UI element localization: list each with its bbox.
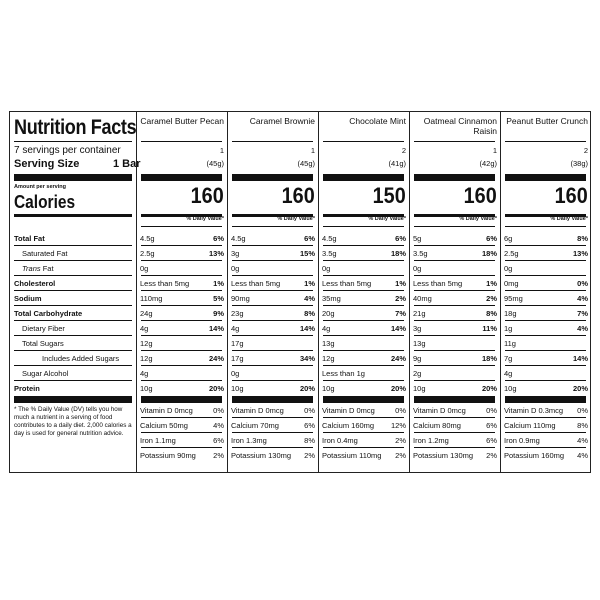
nutrient-amount: 4g — [140, 324, 149, 333]
nutrient-amount: 90mg — [231, 294, 250, 303]
rule-thin — [232, 365, 313, 366]
nutrient-amount: 1g — [504, 324, 513, 333]
nutrient-amount: Less than 5mg — [413, 279, 463, 288]
rule-thin — [232, 245, 313, 246]
nutrient-daily-value: 14% — [208, 324, 224, 333]
vitamin-daily-value: 6% — [486, 421, 497, 430]
serving-weight: (41g) — [388, 159, 406, 168]
vitamin-name: Potassium 110mg — [322, 451, 382, 460]
rule-thin — [141, 320, 222, 321]
nutrient-amount: 13g — [322, 339, 335, 348]
product-name: Oatmeal Cinnamon Raisin — [423, 116, 497, 136]
serving-size-label: Serving Size — [14, 158, 80, 170]
vitamin-name: Vitamin D 0.3mcg — [504, 406, 564, 415]
rule-thin — [141, 350, 222, 351]
rule-thin — [14, 335, 132, 336]
vitamin-name: Potassium 160mg — [504, 451, 565, 460]
nutrient-amount: 3.5g — [322, 249, 337, 258]
nutrient-label-total-carbohydrate: Total Carbohydrate — [14, 309, 83, 318]
nutrient-amount: Less than 5mg — [231, 279, 281, 288]
nutrient-label-protein: Protein — [14, 384, 40, 393]
vitamin-daily-value: 2% — [486, 451, 497, 460]
rule-thin — [505, 365, 586, 366]
rule-thin — [141, 447, 222, 448]
nutrient-label-added-sugars: Includes Added Sugars — [42, 354, 120, 363]
nutrient-daily-value: 9% — [213, 309, 224, 318]
serving-weight: (38g) — [570, 159, 588, 168]
nutrient-amount: 35mg — [322, 294, 341, 303]
nutrient-amount: 40mg — [413, 294, 432, 303]
nutrient-amount: Less than 1g — [322, 369, 365, 378]
daily-value-header: % Daily Value* — [186, 216, 224, 222]
rule-thin — [414, 226, 495, 227]
nutrient-amount: 6g — [504, 234, 513, 243]
vitamin-name: Vitamin D 0mcg — [140, 406, 193, 415]
nutrient-amount: 0mg — [504, 279, 519, 288]
rule-thin — [414, 260, 495, 261]
product-name: Peanut Butter Crunch — [506, 116, 588, 126]
calories-value: 160 — [463, 183, 497, 208]
vitamin-name: Calcium 70mg — [231, 421, 279, 430]
nutrient-daily-value: 20% — [208, 384, 224, 393]
rule-thin — [14, 245, 132, 246]
vitamin-daily-value: 6% — [486, 436, 497, 445]
nutrient-daily-value: 20% — [390, 384, 406, 393]
servings-count: 2 — [401, 146, 406, 155]
nutrient-amount: 20g — [322, 309, 335, 318]
vitamin-name: Vitamin D 0mcg — [413, 406, 466, 415]
rule-thin — [505, 245, 586, 246]
vitamin-daily-value: 8% — [577, 421, 588, 430]
amount-per-serving: Amount per serving — [14, 184, 66, 190]
rule-thin — [141, 417, 222, 418]
nutrient-amount: 12g — [140, 339, 153, 348]
nutrient-amount: 2.5g — [140, 249, 155, 258]
rule-thin — [14, 350, 132, 351]
vitamin-daily-value: 4% — [213, 421, 224, 430]
fat-word: Fat — [40, 264, 54, 273]
nutrient-daily-value: 18% — [481, 354, 497, 363]
servings-count: 1 — [492, 146, 497, 155]
nutrient-daily-value: 1% — [213, 279, 224, 288]
nutrient-daily-value: 2% — [486, 294, 497, 303]
rule-thin — [14, 365, 132, 366]
rule-thin — [323, 447, 404, 448]
rule-mid — [14, 214, 132, 217]
rule-thin — [14, 290, 132, 291]
vitamin-daily-value: 0% — [395, 406, 406, 415]
nutrient-label-saturated-fat: Saturated Fat — [22, 249, 68, 258]
nutrient-daily-value: 14% — [572, 354, 588, 363]
rule-thick — [505, 396, 586, 403]
product-name: Caramel Brownie — [249, 116, 315, 126]
rule-thin — [414, 275, 495, 276]
nutrient-daily-value: 8% — [304, 309, 315, 318]
nutrient-amount: 9g — [413, 354, 422, 363]
rule-thin — [505, 305, 586, 306]
rule-thick — [14, 396, 132, 403]
nutrient-daily-value: 20% — [572, 384, 588, 393]
nutrient-amount: 0g — [322, 264, 331, 273]
serving-weight: (45g) — [206, 159, 224, 168]
rule-thin — [141, 290, 222, 291]
nutrient-amount: 4g — [322, 324, 331, 333]
rule-thin — [141, 141, 222, 142]
rule-thin — [505, 432, 586, 433]
rule-thin — [141, 260, 222, 261]
rule-thin — [414, 141, 495, 142]
rule-thin — [505, 320, 586, 321]
rule-thin — [505, 447, 586, 448]
rule-thin — [414, 350, 495, 351]
product-name: Caramel Butter Pecan — [140, 116, 224, 126]
servings-count: 1 — [219, 146, 224, 155]
nutrient-amount: 3.5g — [413, 249, 428, 258]
rule-thin — [232, 432, 313, 433]
vitamin-name: Calcium 50mg — [140, 421, 188, 430]
servings-count: 1 — [310, 146, 315, 155]
daily-value-header: % Daily Value* — [550, 216, 588, 222]
nutrient-daily-value: 4% — [304, 294, 315, 303]
rule-thin — [414, 335, 495, 336]
vitamin-daily-value: 0% — [304, 406, 315, 415]
nutrient-label-trans-fat — [22, 264, 54, 273]
rule-thin — [323, 432, 404, 433]
rule-thin — [141, 365, 222, 366]
vitamin-daily-value: 6% — [213, 436, 224, 445]
vitamin-name: Iron 0.4mg — [322, 436, 358, 445]
rule-thin — [323, 350, 404, 351]
rule-thin — [414, 290, 495, 291]
rule-thin — [232, 320, 313, 321]
rule-thin — [323, 260, 404, 261]
nutrient-label-cholesterol: Cholesterol — [14, 279, 56, 288]
nutrient-label-sodium: Sodium — [14, 294, 42, 303]
daily-value-header: % Daily Value* — [277, 216, 315, 222]
rule-thin — [14, 380, 132, 381]
rule-thin — [323, 275, 404, 276]
rule-thin — [232, 226, 313, 227]
rule-thin — [232, 380, 313, 381]
nutrient-daily-value: 2% — [395, 294, 406, 303]
rule-thin — [505, 350, 586, 351]
vitamin-daily-value: 12% — [390, 421, 406, 430]
nutrient-amount: 0g — [504, 264, 513, 273]
nutrient-amount: 3g — [231, 249, 240, 258]
nutrient-amount: 23g — [231, 309, 244, 318]
product-column — [409, 112, 499, 472]
trans-word: Trans — [22, 264, 41, 273]
vitamin-daily-value: 0% — [213, 406, 224, 415]
rule-thin — [14, 141, 132, 142]
rule-thin — [232, 305, 313, 306]
rule-thin — [232, 275, 313, 276]
rule-thick — [414, 396, 495, 403]
nutrient-amount: 17g — [231, 339, 244, 348]
nutrient-daily-value: 6% — [213, 234, 224, 243]
rule-thin — [232, 350, 313, 351]
rule-thin — [505, 141, 586, 142]
vitamin-daily-value: 2% — [395, 436, 406, 445]
rule-thin — [141, 335, 222, 336]
vitamin-daily-value: 8% — [304, 436, 315, 445]
nutrient-amount: 95mg — [504, 294, 523, 303]
nutrient-amount: 4g — [504, 369, 513, 378]
nutrient-daily-value: 14% — [299, 324, 315, 333]
nutrient-amount: 21g — [413, 309, 426, 318]
vitamin-name: Vitamin D 0mcg — [322, 406, 375, 415]
nutrient-amount: 10g — [140, 384, 153, 393]
nutrient-daily-value: 1% — [395, 279, 406, 288]
rule-thin — [232, 260, 313, 261]
rule-thin — [505, 226, 586, 227]
rule-thick — [232, 396, 313, 403]
rule-thin — [414, 447, 495, 448]
nutrient-daily-value: 6% — [304, 234, 315, 243]
nutrient-amount: 10g — [231, 384, 244, 393]
nutrient-label-total-sugars: Total Sugars — [22, 339, 64, 348]
nutrient-amount: 12g — [322, 354, 335, 363]
rule-thick — [414, 174, 495, 181]
rule-thin — [414, 432, 495, 433]
nutrient-daily-value: 11% — [482, 324, 497, 333]
rule-thin — [323, 226, 404, 227]
nutrient-amount: 0g — [231, 264, 240, 273]
rule-thin — [141, 305, 222, 306]
calories-value: 150 — [372, 183, 406, 208]
nutrient-daily-value: 0% — [577, 279, 588, 288]
nutrient-daily-value: 18% — [390, 249, 406, 258]
nutrient-daily-value: 13% — [572, 249, 588, 258]
vitamin-name: Calcium 160mg — [322, 421, 375, 430]
vitamin-daily-value: 2% — [395, 451, 406, 460]
vitamin-daily-value: 0% — [486, 406, 497, 415]
nutrient-amount: 10g — [504, 384, 517, 393]
product-column — [318, 112, 408, 472]
nutrient-daily-value: 5% — [213, 294, 224, 303]
rule-thin — [505, 275, 586, 276]
nutrient-amount: 2g — [413, 369, 422, 378]
rule-thick — [14, 174, 132, 181]
rule-thin — [414, 320, 495, 321]
nutrient-amount: 2.5g — [504, 249, 519, 258]
servings-per-container: 7 servings per container — [14, 145, 121, 156]
label-column — [10, 112, 141, 472]
nutrient-amount: 0g — [231, 369, 240, 378]
rule-thick — [141, 174, 222, 181]
rule-thin — [505, 380, 586, 381]
rule-thick — [323, 174, 404, 181]
vitamin-daily-value: 2% — [304, 451, 315, 460]
calories-label: Calories — [14, 192, 76, 212]
nutrient-daily-value: 24% — [208, 354, 224, 363]
rule-thin — [505, 335, 586, 336]
nutrient-daily-value: 8% — [486, 309, 497, 318]
footnote: * The % Daily Value (DV) tells you how much a nutrient in a serving of food contributes to a daily diet. 2,000 calories a day is used for general nutrition advice. — [14, 406, 132, 437]
rule-thin — [414, 365, 495, 366]
rule-thin — [323, 417, 404, 418]
rule-thin — [414, 305, 495, 306]
vitamin-name: Calcium 110mg — [504, 421, 556, 430]
rule-thin — [141, 245, 222, 246]
nutrient-amount: 7g — [504, 354, 513, 363]
nutrient-amount: 10g — [322, 384, 335, 393]
product-column — [227, 112, 317, 472]
nutrient-daily-value: 8% — [577, 234, 588, 243]
vitamin-name: Iron 1.1mg — [140, 436, 176, 445]
nutrient-amount: Less than 5mg — [322, 279, 372, 288]
nutrient-daily-value: 7% — [577, 309, 588, 318]
nutrient-amount: 0g — [413, 264, 422, 273]
nutrient-daily-value: 20% — [481, 384, 497, 393]
servings-count: 2 — [583, 146, 588, 155]
rule-thick — [232, 174, 313, 181]
product-column — [500, 112, 590, 472]
nutrient-amount: 4.5g — [140, 234, 155, 243]
rule-thin — [141, 380, 222, 381]
serving-size-value: 1 Bar — [113, 158, 141, 170]
vitamin-name: Potassium 130mg — [231, 451, 292, 460]
vitamin-name: Iron 1.2mg — [413, 436, 449, 445]
nutrient-daily-value: 20% — [299, 384, 315, 393]
calories-value: 160 — [554, 183, 588, 208]
rule-thin — [323, 335, 404, 336]
rule-thin — [141, 432, 222, 433]
rule-thin — [323, 365, 404, 366]
nutrient-daily-value: 14% — [390, 324, 406, 333]
calories-value: 160 — [281, 183, 315, 208]
rule-thin — [141, 275, 222, 276]
rule-thin — [14, 275, 132, 276]
rule-thick — [505, 174, 586, 181]
nutrient-amount: 13g — [413, 339, 426, 348]
rule-thin — [323, 305, 404, 306]
rule-thin — [323, 141, 404, 142]
nutrient-amount: 4g — [231, 324, 240, 333]
vitamin-name: Calcium 80mg — [413, 421, 461, 430]
daily-value-header: % Daily Value* — [459, 216, 497, 222]
nutrient-label-sugar-alcohol: Sugar Alcohol — [22, 369, 69, 378]
vitamin-daily-value: 2% — [213, 451, 224, 460]
vitamin-name: Potassium 130mg — [413, 451, 474, 460]
vitamin-daily-value: 4% — [577, 436, 588, 445]
serving-weight: (42g) — [479, 159, 497, 168]
panel-title: Nutrition Facts — [14, 116, 137, 139]
nutrient-daily-value: 18% — [481, 249, 497, 258]
rule-thin — [505, 260, 586, 261]
daily-value-header: % Daily Value* — [368, 216, 406, 222]
vitamin-daily-value: 4% — [577, 451, 588, 460]
product-column — [136, 112, 226, 472]
rule-thin — [14, 320, 132, 321]
nutrient-label-total-fat: Total Fat — [14, 234, 45, 243]
nutrient-amount: 11g — [504, 339, 516, 348]
nutrient-daily-value: 1% — [486, 279, 497, 288]
nutrient-amount: 18g — [504, 309, 517, 318]
rule-thick — [141, 396, 222, 403]
nutrient-amount: 4.5g — [322, 234, 337, 243]
calories-value: 160 — [190, 183, 224, 208]
rule-thin — [414, 245, 495, 246]
vitamin-daily-value: 6% — [304, 421, 315, 430]
nutrient-daily-value: 4% — [577, 324, 588, 333]
vitamin-name: Iron 1.3mg — [231, 436, 267, 445]
nutrient-daily-value: 15% — [299, 249, 315, 258]
rule-thick — [323, 396, 404, 403]
nutrient-amount: 3g — [413, 324, 422, 333]
nutrient-daily-value: 13% — [208, 249, 224, 258]
rule-thin — [323, 320, 404, 321]
vitamin-name: Iron 0.9mg — [504, 436, 540, 445]
nutrient-amount: 110mg — [140, 294, 163, 303]
rule-thin — [232, 417, 313, 418]
nutrient-amount: 10g — [413, 384, 426, 393]
nutrient-amount: 5g — [413, 234, 422, 243]
rule-thin — [232, 447, 313, 448]
rule-thin — [414, 417, 495, 418]
rule-thin — [505, 417, 586, 418]
rule-thin — [323, 380, 404, 381]
rule-thin — [323, 290, 404, 291]
nutrient-amount: Less than 5mg — [140, 279, 190, 288]
rule-thin — [323, 245, 404, 246]
nutrient-amount: 24g — [140, 309, 153, 318]
nutrient-amount: 4g — [140, 369, 149, 378]
nutrient-daily-value: 4% — [577, 294, 588, 303]
nutrient-amount: 4.5g — [231, 234, 246, 243]
rule-thin — [232, 290, 313, 291]
rule-thin — [232, 335, 313, 336]
nutrient-daily-value: 34% — [299, 354, 315, 363]
nutrient-amount: 17g — [231, 354, 244, 363]
nutrient-amount: 12g — [140, 354, 153, 363]
vitamin-name: Potassium 90mg — [140, 451, 196, 460]
rule-thin — [141, 226, 222, 227]
nutrition-facts-panel — [9, 111, 591, 473]
serving-weight: (45g) — [297, 159, 315, 168]
nutrient-amount: 0g — [140, 264, 149, 273]
vitamin-daily-value: 0% — [577, 406, 588, 415]
product-name: Chocolate Mint — [349, 116, 406, 126]
nutrient-daily-value: 6% — [486, 234, 497, 243]
nutrient-daily-value: 6% — [395, 234, 406, 243]
nutrient-daily-value: 7% — [395, 309, 406, 318]
rule-thin — [232, 141, 313, 142]
rule-thin — [414, 380, 495, 381]
nutrient-daily-value: 1% — [304, 279, 315, 288]
vitamin-name: Vitamin D 0mcg — [231, 406, 284, 415]
nutrient-label-dietary-fiber: Dietary Fiber — [22, 324, 65, 333]
rule-thin — [14, 305, 132, 306]
rule-thin — [505, 290, 586, 291]
rule-thin — [14, 260, 132, 261]
nutrient-daily-value: 24% — [390, 354, 406, 363]
